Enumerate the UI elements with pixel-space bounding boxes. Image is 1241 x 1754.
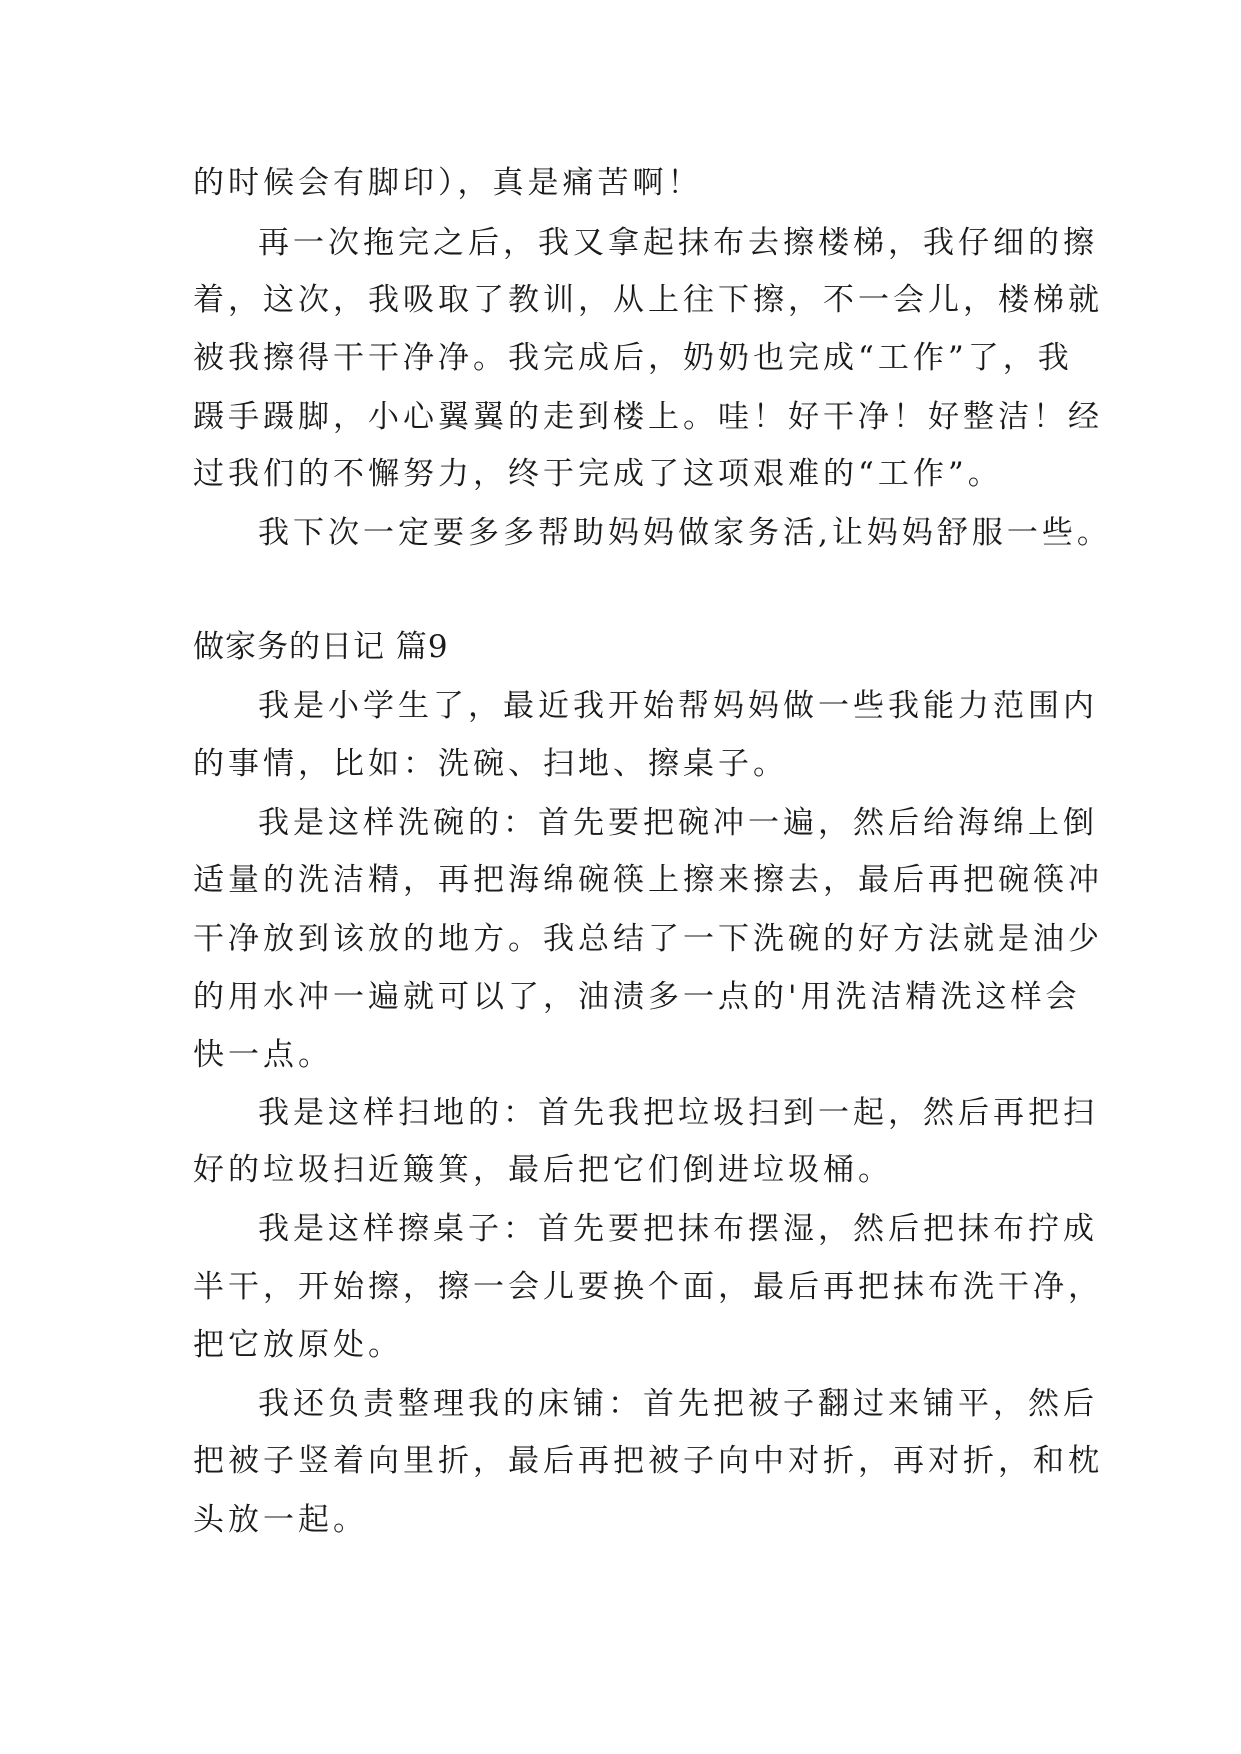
text-line: 过我们的不懈努力，终于完成了这项艰难的“工作”。 [193, 456, 1003, 492]
text-line: 好的垃圾扫近簸箕，最后把它们倒进垃圾桶。 [193, 1152, 893, 1188]
paragraph-start: 我下次一定要多多帮助妈妈做家务活,让妈妈舒服一些。 [258, 515, 1112, 551]
text-line: 的时候会有脚印），真是痛苦啊！ [193, 165, 703, 201]
text-line: 干净放到该放的地方。我总结了一下洗碗的好方法就是油少 [193, 921, 1103, 957]
text-line: 的事情，比如：洗碗、扫地、擦桌子。 [193, 746, 788, 782]
paragraph-start: 我是这样洗碗的：首先要把碗冲一遍，然后给海绵上倒 [258, 805, 1098, 841]
paragraph-start: 我是小学生了，最近我开始帮妈妈做一些我能力范围内 [258, 688, 1098, 724]
text-line: 半干，开始擦，擦一会儿要换个面，最后再把抹布洗干净， [193, 1269, 1103, 1305]
section-heading: 做家务的日记 篇9 [193, 629, 449, 665]
text-line: 把它放原处。 [193, 1327, 403, 1363]
text-line: 着，这次，我吸取了教训，从上往下擦，不一会儿，楼梯就 [193, 282, 1103, 318]
text-line: 的用水冲一遍就可以了，油渍多一点的'用洗洁精洗这样会 [193, 979, 1081, 1015]
text-line: 头放一起。 [193, 1502, 368, 1538]
text-line: 把被子竖着向里折，最后再把被子向中对折，再对折，和枕 [193, 1443, 1103, 1479]
text-line: 被我擦得干干净净。我完成后，奶奶也完成“工作”了，我 [193, 340, 1073, 376]
paragraph-start: 再一次拖完之后，我又拿起抹布去擦楼梯，我仔细的擦 [258, 225, 1098, 261]
paragraph-start: 我是这样擦桌子：首先要把抹布摆湿，然后把抹布拧成 [258, 1211, 1098, 1247]
paragraph-start: 我还负责整理我的床铺：首先把被子翻过来铺平，然后 [258, 1386, 1098, 1422]
paragraph-start: 我是这样扫地的：首先我把垃圾扫到一起，然后再把扫 [258, 1095, 1098, 1131]
text-line: 快一点。 [193, 1037, 333, 1073]
text-line: 适量的洗洁精，再把海绵碗筷上擦来擦去，最后再把碗筷冲 [193, 862, 1103, 898]
text-line: 蹑手蹑脚，小心翼翼的走到楼上。哇！好干净！好整洁！经 [193, 399, 1103, 435]
